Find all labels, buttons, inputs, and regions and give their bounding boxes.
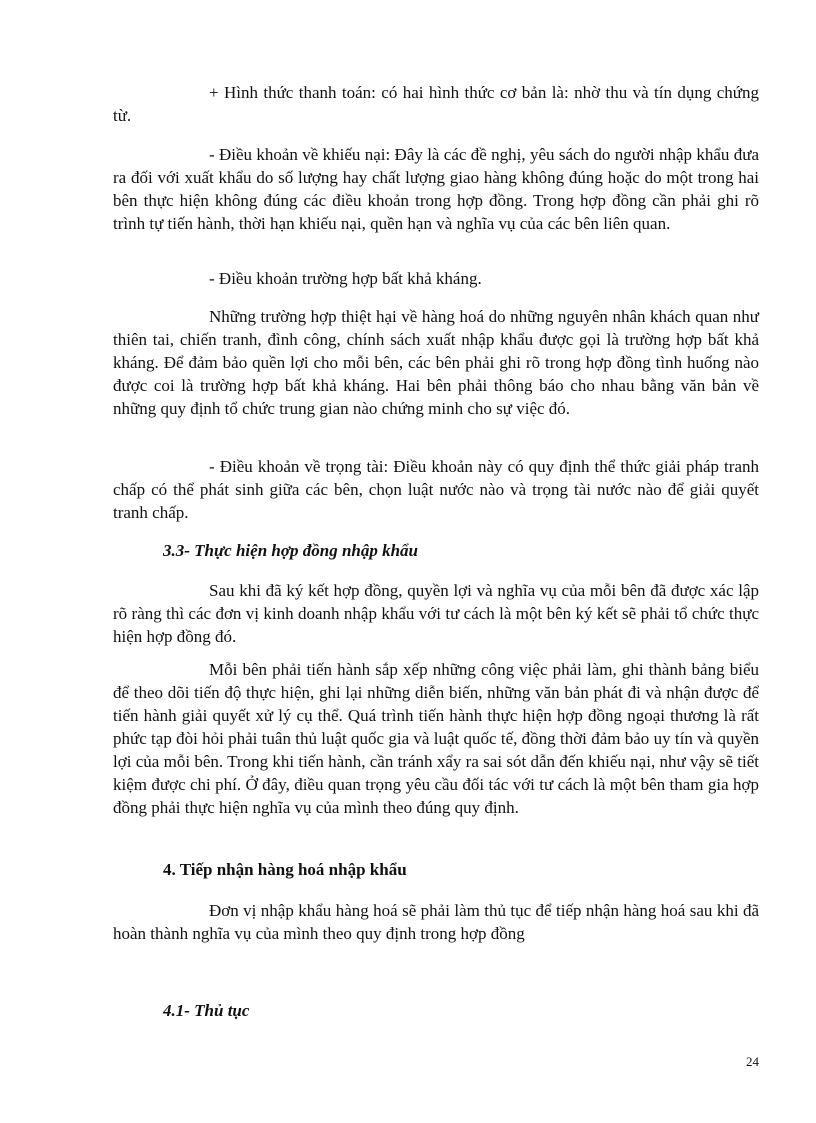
paragraph-contract-execution: Sau khi đã ký kết hợp đồng, quyền lợi và nghĩa vụ của mỗi bên đã được xác lập rõ ràng thì các đơn vị kinh doanh nhập khẩu với tư cách là một bên ký kết sẽ phải tổ chức thực hiện hợp đồng đó.: [113, 581, 759, 646]
paragraph-force-majeure-cases: Những trường hợp thiệt hại về hàng hoá do những nguyên nhân khách quan như thiên tai, chiến tranh, đình công, chính sách xuất nhập khẩu được gọi là trường hợp bất khả kháng. Để đảm bảo quền lợi cho mỗi bên, các bên phải ghi rõ trong hợp đồng tình huống nào được coi là trường hợp bất khả kháng. Hai bên phải thông báo cho nhau bằng văn bản về những quy định tổ chức trung gian nào chứng minh cho sự việc đó.: [113, 307, 759, 418]
paragraph-arbitration-clause: - Điều khoản về trọng tài: Điều khoản này có quy định thể thức giải pháp tranh chấp có thể phát sinh giữa các bên, chọn luật nước nào và trọng tài nước nào để giải quyết tranh chấp.: [113, 457, 759, 522]
heading-4: 4. Tiếp nhận hàng hoá nhập khẩu: [163, 860, 407, 879]
heading-3-3: 3.3- Thực hiện hợp đồng nhập khẩu: [163, 541, 419, 560]
paragraph-receiving-goods: Đơn vị nhập khẩu hàng hoá sẽ phải làm thủ tục để tiếp nhận hàng hoá sau khi đã hoàn thành nghĩa vụ của mình theo quy định trong hợp đồng: [113, 901, 759, 943]
page-number: 24: [746, 1054, 759, 1069]
heading-4-1: 4.1- Thủ tục: [163, 1001, 250, 1020]
paragraph-complaint-clause: - Điều khoản về khiếu nại: Đây là các đề nghị, yêu sách do người nhập khẩu đưa ra đối với xuất khẩu do số lượng hay chất lượng giao hàng không đúng hoặc do một trong hai bên thực hiện không đúng các điều khoản trong hợp đồng. Trong hợp đồng cần phải ghi rõ trình tự tiến hành, thời hạn khiếu nại, quền hạn và nghĩa vụ của các bên liên quan.: [113, 145, 759, 233]
paragraph-execution-details: Mỗi bên phải tiến hành sắp xếp những công việc phải làm, ghi thành bảng biểu để theo dõi tiến độ thực hiện, ghi lại những diễn biến, những văn bản phát đi và nhận được để tiến hành giải quyết xử lý cụ thể. Quá trình tiến hành thực hiện hợp đồng ngoại thương là rất phức tạp đòi hỏi phải tuân thủ luật quốc gia và luật quốc tế, đồng thời đảm bảo uy tín và quyền lợi của mỗi bên. Trong khi tiến hành, cần tránh xẩy ra sai sót dẫn đến khiếu nại, như vậy sẽ tiết kiệm được chi phí. Ở đây, điều quan trọng yêu cầu đối tác với tư cách là một bên tham gia hợp đồng phải thực hiện nghĩa vụ của mình theo đúng quy định.: [113, 660, 759, 817]
paragraph-force-majeure-clause: - Điều khoản trường hợp bất khả kháng.: [209, 269, 482, 288]
paragraph-payment-methods: + Hình thức thanh toán: có hai hình thức cơ bản là: nhờ thu và tín dụng chứng từ.: [113, 83, 759, 125]
